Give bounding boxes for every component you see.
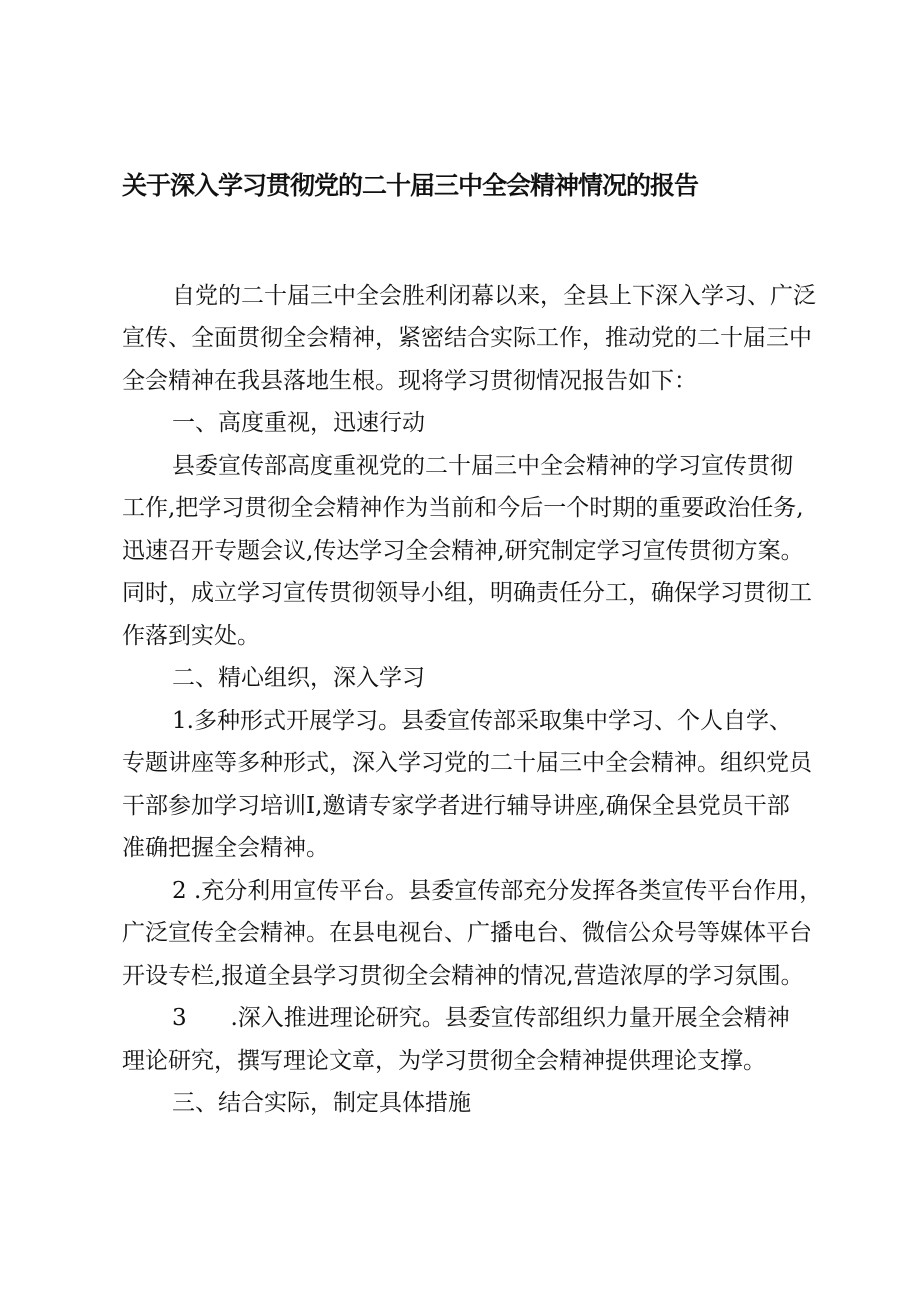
paragraph-line: 准确把握全会精神。 bbox=[122, 835, 329, 861]
paragraph-line: 广泛宣传全会精神。在县电视台、广播电台、微信公众号等媒体平台 bbox=[122, 920, 812, 946]
paragraph-line: 干部参加学习培训I,邀请专家学者进行辅导讲座,确保全县党员干部 bbox=[122, 793, 790, 819]
paragraph-line: 开设专栏,报道全县学习贯彻全会精神的情况,营造浓厚的学习氛围。 bbox=[122, 963, 804, 989]
paragraph-line: 工作,把学习贯彻全会精神作为当前和今后一个时期的重要政治任务, bbox=[122, 495, 804, 521]
paragraph-line: 县委宣传部高度重视党的二十届三中全会精神的学习宣传贯彻 bbox=[172, 453, 793, 479]
paragraph-line: 专题讲座等多种形式，深入学习党的二十届三中全会精神。组织党员 bbox=[122, 750, 812, 776]
paragraph-line: 1.多种形式开展学习。县委宣传部采取集中学习、个人自学、 bbox=[172, 708, 792, 734]
paragraph-line: 3 .深入推进理论研究。县委宣传部组织力量开展全会精神 bbox=[172, 1005, 790, 1031]
section-heading: 三、结合实际，制定具体措施 bbox=[172, 1090, 471, 1116]
paragraph-line: 2 .充分利用宣传平台。县委宣传部充分发挥各类宣传平台作用， bbox=[172, 878, 823, 904]
section-heading: 一、高度重视，迅速行动 bbox=[172, 410, 425, 436]
paragraph-line: 全会精神在我县落地生根。现将学习贯彻情况报告如下： bbox=[122, 368, 697, 394]
document-title: 关于深入学习贯彻党的二十届三中全会精神情况的报告 bbox=[122, 171, 699, 200]
paragraph-line: 宣传、全面贯彻全会精神，紧密结合实际工作，推动党的二十届三中 bbox=[122, 325, 812, 351]
paragraph-line: 迅速召开专题会议,传达学习全会精神,研究制定学习宣传贯彻方案。 bbox=[122, 538, 804, 564]
paragraph-line: 同时，成立学习宣传贯彻领导小组，明确责任分工，确保学习贯彻工 bbox=[122, 580, 812, 606]
paragraph-line: 自党的二十届三中全会胜利闭幕以来，全县上下深入学习、广泛 bbox=[172, 283, 816, 309]
section-heading: 二、精心组织，深入学习 bbox=[172, 665, 425, 691]
paragraph-line: 作落到实处。 bbox=[122, 623, 260, 649]
paragraph-line: 理论研究，撰写理论文章，为学习贯彻全会精神提供理论支撑。 bbox=[122, 1048, 766, 1074]
